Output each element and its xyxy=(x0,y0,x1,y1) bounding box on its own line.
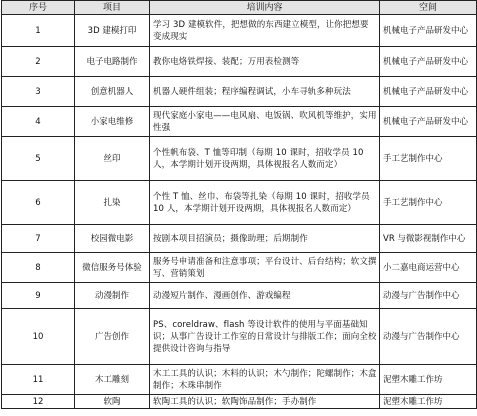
header-index: 序号 xyxy=(2,1,75,15)
row-space: 小二嘉电商运营中心 xyxy=(380,253,477,283)
table-row xyxy=(2,309,477,365)
row-content: 现代家庭小家电——电风扇、电饭锅、吹风机等维护，实用性强 xyxy=(150,107,380,137)
row-space: 动漫与广告制作中心 xyxy=(380,309,477,365)
row-project: 丝印 xyxy=(75,137,150,181)
row-project: 3D 建模打印 xyxy=(75,15,150,47)
row-project: 动漫制作 xyxy=(75,283,150,309)
row-project: 小家电维修 xyxy=(75,107,150,137)
row-index: 10 xyxy=(2,309,75,365)
row-space: 泥塑木雕工作坊 xyxy=(380,365,477,395)
row-project: 广告创作 xyxy=(75,309,150,365)
row-content: 动漫短片制作、漫画创作、游戏编程 xyxy=(150,283,380,309)
row-content: PS、coreldraw、flash 等设计软件的使用与平面基础知识；从事广告设计工作室的日常设计与排版工作；面向全校提供设计咨询与指导 xyxy=(150,309,380,365)
header-space: 空间 xyxy=(380,1,477,15)
row-content: 学习 3D 建模软件，把想做的东西建立模型，让你把想要变成现实 xyxy=(150,15,380,47)
row-index: 5 xyxy=(2,137,75,181)
row-content: 按剧本项目招演员；摄像助理；后期制作 xyxy=(150,225,380,253)
row-project: 电子电路制作 xyxy=(75,47,150,77)
table-row xyxy=(2,225,477,253)
table-row xyxy=(2,137,477,181)
training-table xyxy=(1,0,477,409)
row-project: 创意机器人 xyxy=(75,77,150,107)
row-project: 软陶 xyxy=(75,395,150,409)
row-project: 木工雕刻 xyxy=(75,365,150,395)
row-project: 校园微电影 xyxy=(75,225,150,253)
row-index: 2 xyxy=(2,47,75,77)
row-content: 木工工具的认识；木料的认识；木勺制作；陀螺制作；木盒制作；木珠串制作 xyxy=(150,365,380,395)
row-space: 手工艺制作中心 xyxy=(380,181,477,225)
row-index: 6 xyxy=(2,181,75,225)
row-content: 服务号申请准备和注意事项；平台设计、后台结构；软文撰写、营销策划 xyxy=(150,253,380,283)
row-space: 手工艺制作中心 xyxy=(380,137,477,181)
table-row xyxy=(2,77,477,107)
table-row xyxy=(2,181,477,225)
row-space: 机械电子产品研发中心 xyxy=(380,77,477,107)
row-index: 1 xyxy=(2,15,75,47)
row-index: 12 xyxy=(2,395,75,409)
row-space: 机械电子产品研发中心 xyxy=(380,15,477,47)
row-index: 9 xyxy=(2,283,75,309)
row-content: 个性帆布袋、T 恤等印制（每期 10 课时，招收学员 10 人，本学期计划开设两期，具体视报名人数而定） xyxy=(150,137,380,181)
row-index: 11 xyxy=(2,365,75,395)
row-index: 4 xyxy=(2,107,75,137)
table-row xyxy=(2,283,477,309)
table-row xyxy=(2,47,477,77)
row-project: 微信服务号体验 xyxy=(75,253,150,283)
row-project: 扎染 xyxy=(75,181,150,225)
header-content: 培训内容 xyxy=(150,1,380,15)
table-row xyxy=(2,395,477,409)
row-index: 3 xyxy=(2,77,75,107)
row-space: 泥塑木雕工作坊 xyxy=(380,395,477,409)
row-content: 软陶工具的认识；软陶饰品制作；手办制作 xyxy=(150,395,380,409)
table-row xyxy=(2,15,477,47)
row-content: 机器人硬件组装；程序编程调试，小车寻轨多种玩法 xyxy=(150,77,380,107)
row-index: 8 xyxy=(2,253,75,283)
table-row xyxy=(2,107,477,137)
row-content: 教你电烙铁焊接、装配；万用表检测等 xyxy=(150,47,380,77)
table-row xyxy=(2,365,477,395)
row-space: VR 与微影视制作中心 xyxy=(380,225,477,253)
row-space: 动漫与广告制作中心 xyxy=(380,283,477,309)
table-header-row xyxy=(2,1,477,15)
row-index: 7 xyxy=(2,225,75,253)
row-space: 机械电子产品研发中心 xyxy=(380,107,477,137)
row-space: 机械电子产品研发中心 xyxy=(380,47,477,77)
table-row xyxy=(2,253,477,283)
row-content: 个性 T 恤、丝巾、布袋等扎染（每期 10 课时，招收学员 10 人，本学期计划开设两期，具体视报名人数而定） xyxy=(150,181,380,225)
header-project: 项目 xyxy=(75,1,150,15)
